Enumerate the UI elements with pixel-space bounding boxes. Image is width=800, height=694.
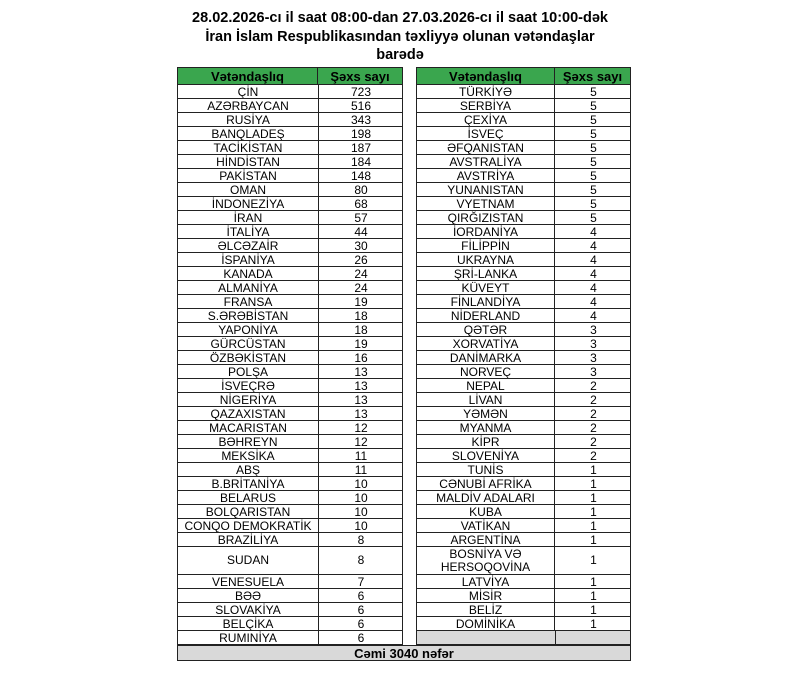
count-cell: 80 xyxy=(354,183,368,196)
count-cell: 7 xyxy=(357,575,365,588)
count-cell: 5 xyxy=(590,183,597,196)
count-cell: 1 xyxy=(590,575,597,588)
table-row xyxy=(416,337,631,351)
country-cell: İSVEÇRƏ xyxy=(178,379,319,392)
title-line-2: İran İslam Respublikasından təxliyyə olunan vətəndaşlar xyxy=(205,28,595,45)
count-cell: 18 xyxy=(354,323,368,336)
country-cell: İSPANİYA xyxy=(178,253,319,266)
country-cell: UKRAYNA xyxy=(417,253,555,266)
table-row xyxy=(177,379,403,393)
count-cell: 18 xyxy=(354,309,368,322)
table-row xyxy=(416,239,631,253)
country-cell: İRAN xyxy=(178,211,319,224)
table-row xyxy=(177,589,403,603)
country-cell: İTALİYA xyxy=(178,225,319,238)
count-cell: 2 xyxy=(590,379,597,392)
country-cell: CONQO DEMOKRATİK xyxy=(178,519,319,532)
country-cell: XORVATİYA xyxy=(417,337,555,350)
table-row xyxy=(177,267,403,281)
count-cell: 1 xyxy=(590,477,597,490)
table-row xyxy=(177,323,403,337)
country-cell: BƏƏ xyxy=(178,589,319,602)
count-cell: 6 xyxy=(357,631,365,644)
count-cell: 5 xyxy=(590,113,597,126)
count-cell: 13 xyxy=(354,365,368,378)
country-cell: GÜRCÜSTAN xyxy=(178,337,319,350)
country-cell: S.ƏRƏBİSTAN xyxy=(178,309,319,322)
count-cell: 1 xyxy=(590,589,597,602)
table-row xyxy=(416,323,631,337)
right-header-count: Şəxs sayı xyxy=(554,67,631,85)
count-cell: 12 xyxy=(354,435,368,448)
table-row xyxy=(416,85,631,99)
count-cell: 4 xyxy=(590,309,597,322)
country-cell: ƏLCƏZAİR xyxy=(178,239,319,252)
table-row xyxy=(177,365,403,379)
count-cell: 13 xyxy=(354,393,368,406)
count-cell: 2 xyxy=(590,407,597,420)
country-cell: ŞRİ-LANKA xyxy=(417,267,555,280)
count-cell: 3 xyxy=(590,323,597,336)
count-cell: 1 xyxy=(590,505,597,518)
country-cell: NİGERİYA xyxy=(178,393,319,406)
table-row xyxy=(177,463,403,477)
count-cell: 6 xyxy=(357,589,365,602)
country-cell: BƏHREYN xyxy=(178,435,319,448)
table-row xyxy=(177,141,403,155)
left-header-count: Şəxs sayı xyxy=(317,67,403,85)
table-row xyxy=(416,295,631,309)
table-row xyxy=(416,379,631,393)
table-row xyxy=(177,533,403,547)
country-cell: FİLİPPİN xyxy=(417,239,555,252)
country-cell: ÇİN xyxy=(178,85,319,98)
table-row xyxy=(416,351,631,365)
table-row xyxy=(177,407,403,421)
count-cell: 723 xyxy=(350,85,372,98)
filler-divider xyxy=(555,631,556,644)
right-header-citizenship: Vətəndaşlıq xyxy=(416,67,555,85)
country-cell: FRANSA xyxy=(178,295,319,308)
country-cell: LİVAN xyxy=(417,393,555,406)
table-row xyxy=(416,547,631,575)
count-cell: 516 xyxy=(350,99,372,112)
count-cell: 4 xyxy=(590,253,597,266)
count-cell: 3 xyxy=(590,351,597,364)
count-cell: 5 xyxy=(590,211,597,224)
table-row xyxy=(416,449,631,463)
count-cell: 12 xyxy=(354,421,368,434)
country-cell: NORVEÇ xyxy=(417,365,555,378)
country-cell: AVSTRALİYA xyxy=(417,155,555,168)
table-row xyxy=(177,309,403,323)
total-row: Cəmi 3040 nəfər xyxy=(177,645,631,661)
country-cell: POLŞA xyxy=(178,365,319,378)
count-cell: 4 xyxy=(590,281,597,294)
table-row xyxy=(416,617,631,631)
table-row xyxy=(416,491,631,505)
country-cell: B.BRİTANİYA xyxy=(178,477,319,490)
count-cell: 4 xyxy=(590,295,597,308)
count-cell: 4 xyxy=(590,239,597,252)
table-row xyxy=(177,337,403,351)
count-cell: 19 xyxy=(354,337,368,350)
table-row xyxy=(416,211,631,225)
count-cell: 4 xyxy=(590,225,597,238)
table-row xyxy=(416,197,631,211)
country-cell: OMAN xyxy=(178,183,319,196)
table-row xyxy=(416,225,631,239)
count-cell: 343 xyxy=(350,113,372,126)
count-cell: 44 xyxy=(354,225,368,238)
count-cell: 5 xyxy=(590,127,597,140)
country-cell: BELÇİKA xyxy=(178,617,319,630)
count-cell: 1 xyxy=(590,491,597,504)
table-row xyxy=(177,435,403,449)
table-row xyxy=(416,365,631,379)
table-row xyxy=(416,505,631,519)
count-cell: 13 xyxy=(354,379,368,392)
country-cell: KUBA xyxy=(417,505,555,518)
table-row xyxy=(416,519,631,533)
table-row xyxy=(177,85,403,99)
country-cell: KÜVEYT xyxy=(417,281,555,294)
table-row xyxy=(177,169,403,183)
country-cell: NEPAL xyxy=(417,379,555,392)
empty-filler-row xyxy=(416,631,631,645)
country-cell: LATVİYA xyxy=(417,575,555,588)
table-row xyxy=(416,421,631,435)
table-row xyxy=(177,127,403,141)
count-cell: 1 xyxy=(590,553,597,567)
country-cell: KİPR xyxy=(417,435,555,448)
count-cell: 16 xyxy=(354,351,368,364)
count-cell: 68 xyxy=(354,197,368,210)
table-row xyxy=(177,491,403,505)
table-row xyxy=(416,141,631,155)
title-line-3: barədə xyxy=(376,47,424,63)
table-row xyxy=(416,169,631,183)
country-cell: ÇEXİYA xyxy=(417,113,555,126)
country-cell: İNDONEZİYA xyxy=(178,197,319,210)
count-cell: 57 xyxy=(354,211,368,224)
country-cell: SUDAN xyxy=(178,547,319,574)
table-row xyxy=(177,351,403,365)
count-cell: 187 xyxy=(350,141,372,154)
country-cell: TÜRKİYƏ xyxy=(417,85,555,98)
country-cell xyxy=(417,547,555,574)
table-row xyxy=(416,155,631,169)
country-cell: QƏTƏR xyxy=(417,323,555,336)
count-cell: 8 xyxy=(357,533,365,546)
country-cell: MACARISTAN xyxy=(178,421,319,434)
country-cell: RUSİYA xyxy=(178,113,319,126)
count-cell: 13 xyxy=(354,407,368,420)
country-cell: HİNDİSTAN xyxy=(178,155,319,168)
table-row xyxy=(177,183,403,197)
country-cell: MALDİV ADALARI xyxy=(417,491,555,504)
count-cell: 4 xyxy=(590,267,597,280)
country-cell: KANADA xyxy=(178,267,319,280)
table-row xyxy=(177,197,403,211)
count-cell: 2 xyxy=(590,449,597,462)
table-row xyxy=(416,113,631,127)
table-row xyxy=(416,603,631,617)
count-cell: 1 xyxy=(590,519,597,532)
table-row xyxy=(416,435,631,449)
country-cell: MİSİR xyxy=(417,589,555,602)
country-cell: ALMANİYA xyxy=(178,281,319,294)
table-row xyxy=(416,267,631,281)
table-row xyxy=(416,253,631,267)
document-title xyxy=(0,9,800,65)
country-name-line-2: HERSOQOVİNA xyxy=(440,559,531,574)
country-cell: ƏFQANISTAN xyxy=(417,141,555,154)
count-cell: 1 xyxy=(590,533,597,546)
table-row xyxy=(177,281,403,295)
country-cell: YƏMƏN xyxy=(417,407,555,420)
table-row xyxy=(416,407,631,421)
table-row xyxy=(416,99,631,113)
table-row xyxy=(416,393,631,407)
country-cell: SERBİYA xyxy=(417,99,555,112)
count-cell: 24 xyxy=(354,281,368,294)
count-cell: 11 xyxy=(354,449,368,462)
table-row xyxy=(177,421,403,435)
count-cell: 3 xyxy=(590,337,597,350)
country-cell: BANQLADEŞ xyxy=(178,127,319,140)
count-cell: 11 xyxy=(354,463,368,476)
country-cell: FİNLANDİYA xyxy=(417,295,555,308)
country-cell: RUMINİYA xyxy=(178,631,319,644)
count-cell: 26 xyxy=(354,253,368,266)
table-row xyxy=(177,477,403,491)
count-cell: 5 xyxy=(590,99,597,112)
table-row xyxy=(416,589,631,603)
table-row xyxy=(177,99,403,113)
count-cell: 6 xyxy=(357,603,365,616)
count-cell: 1 xyxy=(590,463,597,476)
count-cell: 6 xyxy=(357,617,365,630)
count-cell: 10 xyxy=(354,505,368,518)
country-cell: ÖZBƏKİSTAN xyxy=(178,351,319,364)
country-cell: QIRĞIZISTAN xyxy=(417,211,555,224)
country-cell: BRAZİLİYA xyxy=(178,533,319,546)
count-cell: 5 xyxy=(590,197,597,210)
count-cell: 19 xyxy=(354,295,368,308)
country-cell: CƏNUBİ AFRİKA xyxy=(417,477,555,490)
table-row xyxy=(177,113,403,127)
table-row xyxy=(416,477,631,491)
table-row xyxy=(177,449,403,463)
table-row xyxy=(177,519,403,533)
table-row xyxy=(416,309,631,323)
table-row xyxy=(177,575,403,589)
count-cell: 5 xyxy=(590,155,597,168)
country-cell: DOMİNİKA xyxy=(417,617,555,630)
count-cell: 24 xyxy=(354,267,368,280)
country-cell: DANİMARKA xyxy=(417,351,555,364)
country-cell: NİDERLAND xyxy=(417,309,555,322)
country-cell: BOLQARISTAN xyxy=(178,505,319,518)
country-cell: TACİKİSTAN xyxy=(178,141,319,154)
country-cell: MEKSİKA xyxy=(178,449,319,462)
table-row xyxy=(177,155,403,169)
country-cell: QAZAXISTAN xyxy=(178,407,319,420)
count-cell: 2 xyxy=(590,421,597,434)
count-cell: 8 xyxy=(357,553,365,567)
count-cell: 5 xyxy=(590,169,597,182)
country-cell: BELARUS xyxy=(178,491,319,504)
table-row xyxy=(177,547,403,575)
country-cell: SLOVENİYA xyxy=(417,449,555,462)
country-cell: VATİKAN xyxy=(417,519,555,532)
country-cell: BELİZ xyxy=(417,603,555,616)
table-row xyxy=(177,295,403,309)
country-cell: AZƏRBAYCAN xyxy=(178,99,319,112)
table-row xyxy=(177,603,403,617)
country-cell: MYANMA xyxy=(417,421,555,434)
country-cell: SLOVAKİYA xyxy=(178,603,319,616)
country-cell: İSVEÇ xyxy=(417,127,555,140)
table-row xyxy=(177,393,403,407)
count-cell: 30 xyxy=(354,239,368,252)
count-cell: 184 xyxy=(350,155,372,168)
table-row xyxy=(416,575,631,589)
table-row xyxy=(416,127,631,141)
country-cell: YAPONİYA xyxy=(178,323,319,336)
table-row xyxy=(416,281,631,295)
count-cell: 10 xyxy=(354,491,368,504)
count-cell: 2 xyxy=(590,435,597,448)
title-line-1: 28.02.2026-cı il saat 08:00-dan 27.03.2026-cı il saat 10:00-dək xyxy=(192,10,608,26)
country-cell: İORDANİYA xyxy=(417,225,555,238)
table-row xyxy=(416,533,631,547)
country-cell: PAKİSTAN xyxy=(178,169,319,182)
count-cell: 1 xyxy=(590,617,597,630)
count-cell: 5 xyxy=(590,85,597,98)
table-row xyxy=(177,253,403,267)
country-cell: VYETNAM xyxy=(417,197,555,210)
count-cell: 198 xyxy=(350,127,372,140)
country-cell: ARGENTİNA xyxy=(417,533,555,546)
table-row xyxy=(177,239,403,253)
country-cell: TUNİS xyxy=(417,463,555,476)
count-cell: 10 xyxy=(354,519,368,532)
table-row xyxy=(416,183,631,197)
country-cell: YUNANISTAN xyxy=(417,183,555,196)
table-row xyxy=(416,463,631,477)
left-header-citizenship: Vətəndaşlıq xyxy=(177,67,318,85)
country-cell: VENESUELA xyxy=(178,575,319,588)
count-cell: 3 xyxy=(590,365,597,378)
count-cell: 5 xyxy=(590,141,597,154)
table-row xyxy=(177,505,403,519)
table-row xyxy=(177,211,403,225)
count-cell: 1 xyxy=(590,603,597,616)
count-cell: 148 xyxy=(350,169,372,182)
count-cell: 10 xyxy=(354,477,368,490)
country-cell: ABŞ xyxy=(178,463,319,476)
table-row xyxy=(177,225,403,239)
watermark xyxy=(30,620,330,680)
count-cell: 2 xyxy=(590,393,597,406)
country-name-line-1: BOSNİYA VƏ xyxy=(449,547,522,561)
country-cell: AVSTRİYA xyxy=(417,169,555,182)
